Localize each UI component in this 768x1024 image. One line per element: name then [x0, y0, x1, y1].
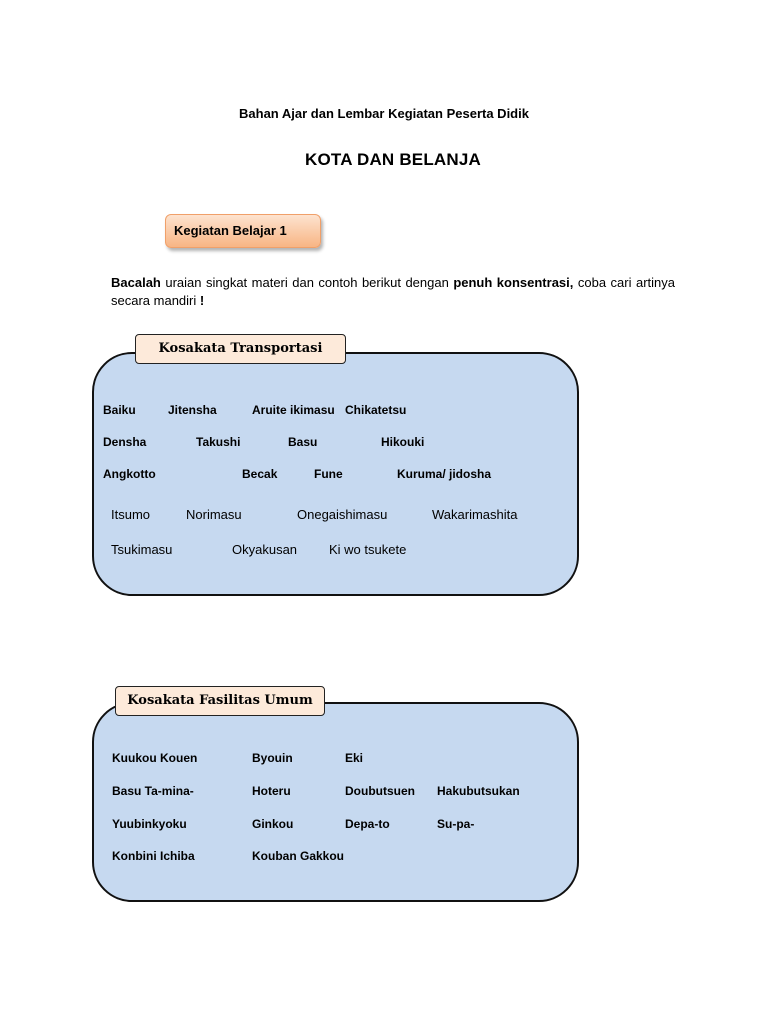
vocab-phrase: Itsumo	[111, 507, 151, 522]
vocab-word: Takushi	[196, 435, 241, 449]
vocab-phrase: Wakarimashita	[432, 507, 518, 522]
vocab-word: Baiku	[103, 403, 136, 417]
vocab-word: Su-pa-	[437, 817, 475, 831]
vocab-word: Chikatetsu	[345, 403, 407, 417]
vocab-phrase: Okyakusan	[232, 542, 298, 557]
vocab-phrase: Onegaishimasu	[297, 507, 388, 522]
intro-bold-bacalah: Bacalah	[111, 275, 161, 290]
vocab-word: Eki	[345, 751, 364, 765]
intro-bold-konsentrasi: penuh konsentrasi,	[453, 275, 574, 290]
transport-vocab-heading: Kosakata Transportasi	[135, 334, 346, 364]
vocab-word: Jitensha	[168, 403, 217, 417]
vocab-word: Basu	[288, 435, 318, 449]
activity-label-box: Kegiatan Belajar 1	[165, 214, 321, 248]
intro-text-1: uraian singkat materi dan contoh berikut dengan	[160, 275, 454, 290]
facilities-vocab-heading: Kosakata Fasilitas Umum	[115, 686, 325, 716]
vocab-word: Doubutsuen	[345, 784, 415, 798]
vocab-word: Basu Ta-mina-	[112, 784, 194, 798]
intro-paragraph	[111, 274, 675, 310]
vocab-word: Konbini Ichiba	[112, 849, 195, 863]
facilities-vocab-panel	[92, 702, 579, 902]
vocab-word: Angkotto	[103, 467, 156, 481]
vocab-word: Hoteru	[252, 784, 291, 798]
vocab-word: Becak	[242, 467, 278, 481]
vocab-word: Depa-to	[345, 817, 390, 831]
vocab-phrase: Tsukimasu	[111, 542, 173, 557]
vocab-word: Kuruma/ jidosha	[397, 467, 492, 481]
vocab-word: Yuubinkyoku	[112, 817, 187, 831]
vocab-word: Aruite ikimasu	[252, 403, 335, 417]
vocab-word: Fune	[314, 467, 343, 481]
vocab-word: Kouban Gakkou	[252, 849, 345, 863]
intro-text-2: coba cari artinya secara mandiri	[111, 275, 675, 308]
vocab-word: Hikouki	[381, 435, 425, 449]
vocab-word: Ginkou	[252, 817, 294, 831]
vocab-word: Densha	[103, 435, 147, 449]
document-subtitle: Bahan Ajar dan Lembar Kegiatan Peserta Didik	[239, 106, 529, 121]
page-title: KOTA DAN BELANJA	[304, 150, 482, 169]
vocab-word: Kuukou Kouen	[112, 751, 198, 765]
vocab-phrase: Norimasu	[186, 507, 242, 522]
vocab-phrase: Ki wo tsukete	[329, 542, 407, 557]
vocab-word: Byouin	[252, 751, 293, 765]
intro-bold-exclamation: !	[199, 293, 205, 308]
vocab-word: Hakubutsukan	[437, 784, 520, 798]
